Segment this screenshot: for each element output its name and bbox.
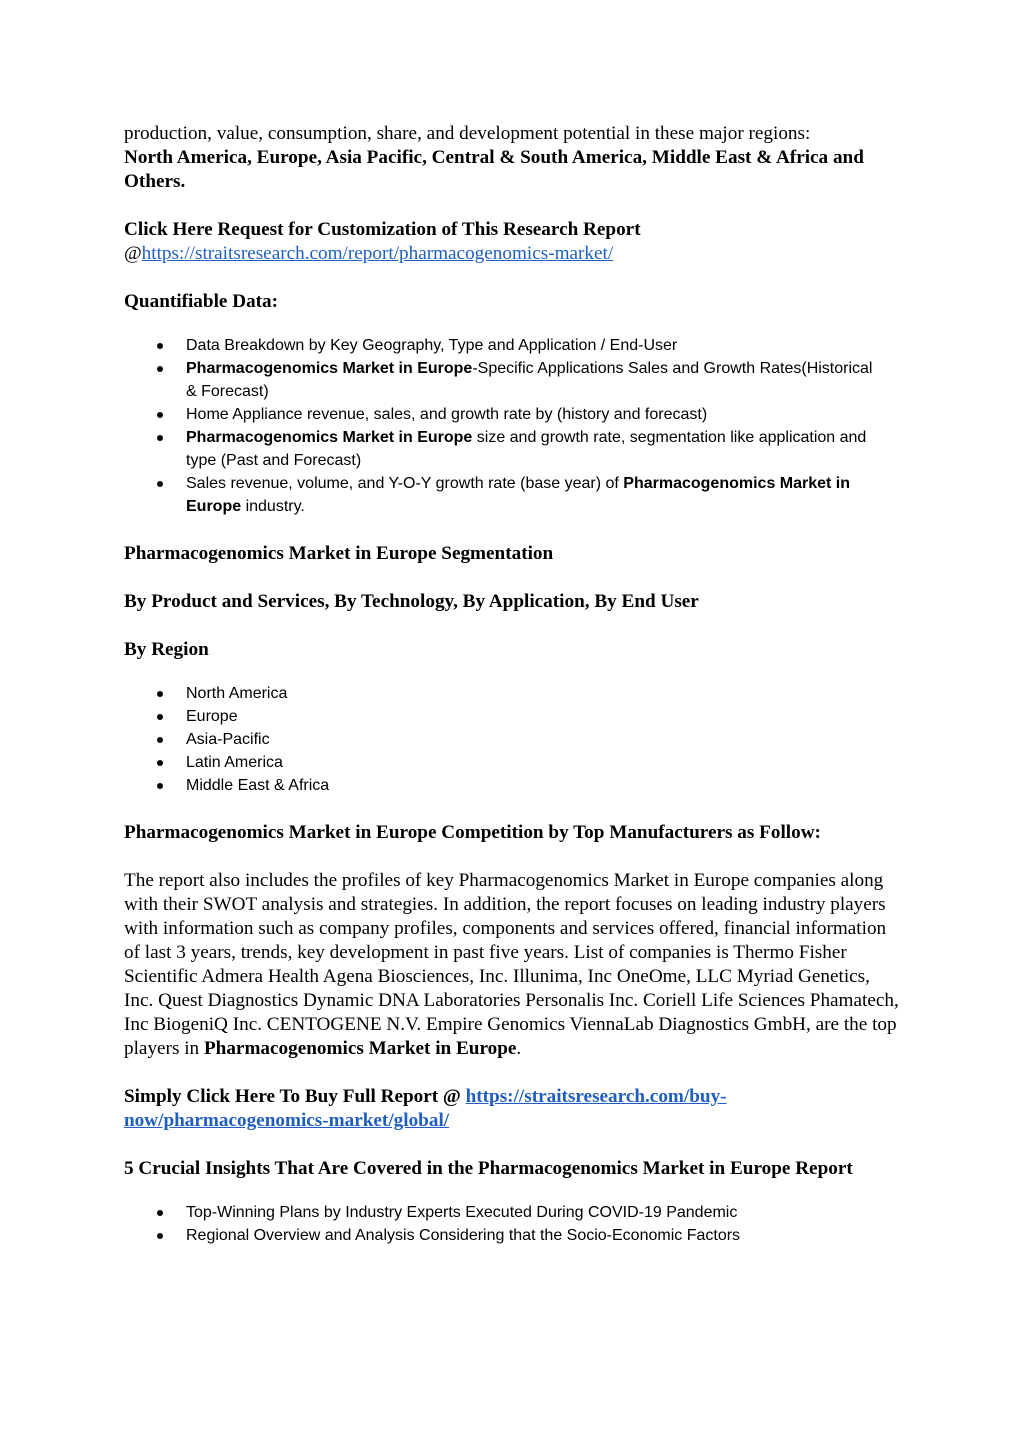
list-item: Home Appliance revenue, sales, and growth rate by (history and forecast) xyxy=(124,403,886,426)
list-item: Asia-Pacific xyxy=(124,728,886,751)
bullet-icon xyxy=(157,737,163,743)
bullet-icon xyxy=(157,1233,163,1239)
list-item: Sales revenue, volume, and Y-O-Y growth rate (base year) of Pharmacogenomics Market in Europe industry. xyxy=(124,472,886,518)
region-list xyxy=(124,682,904,797)
bullet-icon xyxy=(157,760,163,766)
list-item: Pharmacogenomics Market in Europe size and growth rate, segmentation like application and type (Past and Forecast) xyxy=(124,426,886,472)
competition-heading: Pharmacogenomics Market in Europe Competition by Top Manufacturers as Follow: xyxy=(124,822,821,843)
segmentation-by-line: By Product and Services, By Technology, By Application, By End User xyxy=(124,591,699,612)
bullet-icon xyxy=(157,714,163,720)
customization-link[interactable]: https://straitsresearch.com/report/pharmacogenomics-market/ xyxy=(141,243,614,264)
document-page xyxy=(124,122,904,1247)
segmentation-heading: Pharmacogenomics Market in Europe Segmentation xyxy=(124,543,554,564)
buy-link[interactable]: https://straitsresearch.com/buy-now/pharmacogenomics-market/global/ xyxy=(124,1086,727,1131)
region-heading: By Region xyxy=(124,639,209,660)
competition-paragraph: The report also includes the profiles of key Pharmacogenomics Market in Europe companies along with their SWOT analysis and strategies. In addition, the report focuses on leading industry players with information such as company profiles, components and services offered, financial information of last 3 years, trends, key development in past five years. List of companies is Thermo Fisher Scientific Admera Health Agena Biosciences, Inc. Illunima, Inc OneOme, LLC Myriad Genetics, Inc. Quest Diagnostics Dynamic DNA Laboratories Personalis Inc. Coriell Life Sciences Phamatech, Inc BiogeniQ Inc. CENTOGENE N.V. Empire Genomics ViennaLab Diagnostics GmbH, are the top players in Pharmacogenomics Market in Europe. xyxy=(124,870,899,1059)
buy-paragraph xyxy=(124,1085,904,1133)
list-item: Regional Overview and Analysis Considering that the Socio-Economic Factors xyxy=(124,1224,886,1247)
insights-list xyxy=(124,1201,904,1247)
bullet-icon xyxy=(157,366,163,372)
quantifiable-list xyxy=(124,334,904,518)
bullet-icon xyxy=(157,481,163,487)
list-item: Latin America xyxy=(124,751,886,774)
bullet-icon xyxy=(157,343,163,349)
bullet-icon xyxy=(157,783,163,789)
buy-label: Simply Click Here To Buy Full Report @ xyxy=(124,1086,466,1107)
intro-text: production, value, consumption, share, and development potential in these major regions: xyxy=(124,123,811,144)
at-sign: @ xyxy=(124,243,142,264)
bullet-icon xyxy=(157,412,163,418)
list-item: Top-Winning Plans by Industry Experts Executed During COVID-19 Pandemic xyxy=(124,1201,886,1224)
intro-paragraph xyxy=(124,122,904,194)
bullet-icon xyxy=(157,691,163,697)
list-item: Middle East & Africa xyxy=(124,774,886,797)
customization-heading: Click Here Request for Customization of This Research Report xyxy=(124,219,641,240)
list-item: North America xyxy=(124,682,886,705)
customization-link-line xyxy=(124,242,904,266)
intro-regions: North America, Europe, Asia Pacific, Central & South America, Middle East & Africa and Others. xyxy=(124,147,864,192)
list-item: Europe xyxy=(124,705,886,728)
list-item: Pharmacogenomics Market in Europe-Specific Applications Sales and Growth Rates(Historical & Forecast) xyxy=(124,357,886,403)
bullet-icon xyxy=(157,1210,163,1216)
bullet-icon xyxy=(157,435,163,441)
quantifiable-heading: Quantifiable Data: xyxy=(124,291,279,312)
insights-heading: 5 Crucial Insights That Are Covered in the Pharmacogenomics Market in Europe Report xyxy=(124,1158,853,1179)
list-item: Data Breakdown by Key Geography, Type and Application / End-User xyxy=(124,334,886,357)
